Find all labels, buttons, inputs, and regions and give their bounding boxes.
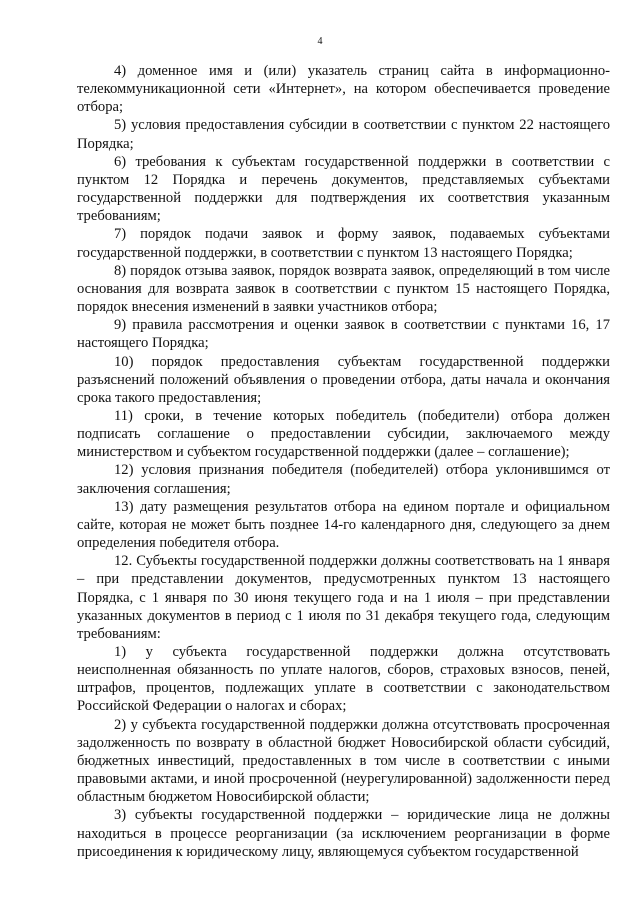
- requirement-no-overdue-debt: 2) у субъекта государственной поддержки должна отсутствовать просроченная задолженность по возврату в областной бюджет Новосибирской области субсидий, бюджетных инвестиций, предоставленных в том числе в соответствии с иными правовыми актами, и иной просроченной (неурегулированной) задолженности перед областным бюджетом Новосибирской области;: [77, 716, 610, 806]
- requirement-no-tax-debt: 1) у субъекта государственной поддержки должна отсутствовать неисполненная обязанность по уплате налогов, сборов, страховых взносов, пеней, штрафов, процентов, подлежащих уплате в соответствии с законодательством Российской Федерации о налогах и сборах;: [77, 644, 610, 715]
- requirement-no-reorganization: 3) субъекты государственной поддержки – юридические лица не должны находиться в процессе реорганизации (за исключением реорганизации в форме присоединения к юридическому лицу, являющемуся субъектом государственной: [77, 807, 610, 860]
- list-item-review-rules: 9) правила рассмотрения и оценки заявок в соответствии с пунктами 16, 17 настоящего Порядка;: [77, 317, 610, 352]
- list-item-results-publication: 13) дату размещения результатов отбора на едином портале и официальном сайте, которая не может быть позднее 14-го календарного дня, следующего за днем определения победителя отбора.: [77, 498, 610, 552]
- list-item-requirements: 6) требования к субъектам государственной поддержки в соответствии с пунктом 12 Порядка и перечень документов, представляемых субъектами государственной поддержки для подтверждения их соответствия указанным требованиям;: [77, 153, 610, 225]
- list-item-signing-deadlines: 11) сроки, в течение которых победитель (победители) отбора должен подписать соглашение о предоставлении субсидии, заключаемого между министерством и субъектом государственной поддержки (далее – соглашение);: [77, 407, 610, 461]
- clause-12-heading: 12. Субъекты государственной поддержки должны соответствовать на 1 января – при представлении документов, предусмотренных пунктом 13 настоящего Порядка, с 1 января по 30 июня текущего года и на 1 июля – при представлении указанных документов в период с 1 июля по 31 декабря текущего года, следующим требованиям:: [77, 553, 610, 642]
- list-item-domain-name: 4) доменное имя и (или) указатель страниц сайта в информационно-телекоммуникационной сети «Интернет», на котором обеспечивается проведение отбора;: [77, 63, 610, 116]
- list-item-subsidy-conditions: 5) условия предоставления субсидии в соответствии с пунктом 22 настоящего Порядка;: [77, 117, 610, 152]
- list-item-application-procedure: 7) порядок подачи заявок и форму заявок, подаваемых субъектами государственной поддержки, в соответствии с пунктом 13 настоящего Порядка;: [77, 226, 610, 261]
- list-item-withdrawal-procedure: 8) порядок отзыва заявок, порядок возврата заявок, определяющий в том числе основания для возврата заявок в соответствии с пунктом 15 настоящего Порядка, порядок внесения изменений в заявки участников отбора;: [77, 262, 610, 316]
- list-item-evasion-conditions: 12) условия признания победителя (победителей) отбора уклонившимся от заключения соглашения;: [77, 462, 610, 497]
- document-body: [77, 62, 610, 861]
- page-number: 4: [317, 36, 323, 47]
- list-item-clarifications: 10) порядок предоставления субъектам государственной поддержки разъяснений положений объявления о проведении отбора, даты начала и окончания срока такого предоставления;: [77, 353, 610, 406]
